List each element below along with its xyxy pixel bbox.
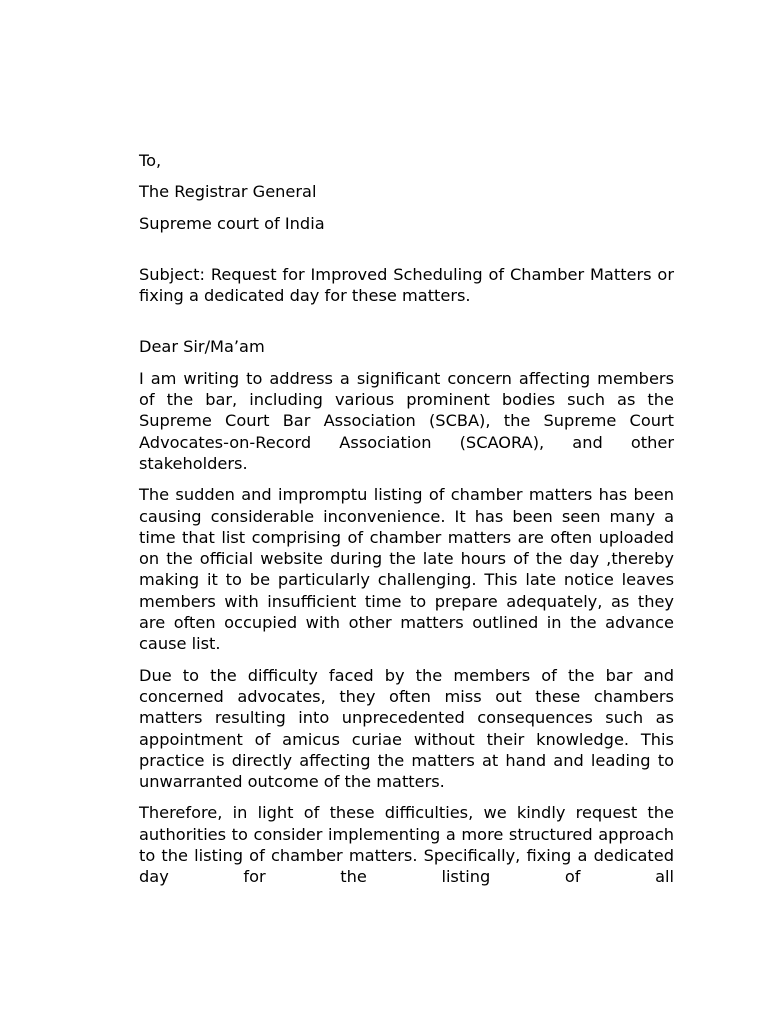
paragraph-request: Therefore, in light of these difficulties, we kindly request the authorities to consider implementing a more structured approach to the listing of chamber matters. Specifically, fixing a dedicated day for the listing of all <box>139 803 674 887</box>
paragraph-consequences: Due to the difficulty faced by the members of the bar and concerned advocates, they often miss out these chambers matters resulting into unprecedented consequences such as appointment of amicus curiae without their knowledge. This practice is directly affecting the matters at hand and leading to unwarranted outcome of the matters. <box>139 665 674 792</box>
paragraph-concern: The sudden and impromptu listing of chamber matters has been causing considerable inconvenience. It has been seen many a time that list comprising of chamber matters are often uploaded on the official website during the late hours of the day ,thereby making it to be particularly challenging. This late notice leaves members with insufficient time to prepare adequately, as they are often occupied with other matters outlined in the advance cause list. <box>139 485 674 654</box>
recipient-organization: Supreme court of India <box>139 213 325 233</box>
letter-body <box>139 150 674 898</box>
paragraph-intro: I am writing to address a significant concern affecting members of the bar, including various prominent bodies such as the Supreme Court Bar Association (SCBA), the Supreme Court Advocates-on-Record Association (SCAORA), and other stakeholders. <box>139 368 674 473</box>
recipient-title: The Registrar General <box>139 182 317 202</box>
subject-line: Subject: Request for Improved Scheduling of Chamber Matters or fixing a dedicated day for these matters. <box>139 264 674 306</box>
salutation: Dear Sir/Ma’am <box>139 337 265 357</box>
address-to: To, <box>139 151 162 170</box>
